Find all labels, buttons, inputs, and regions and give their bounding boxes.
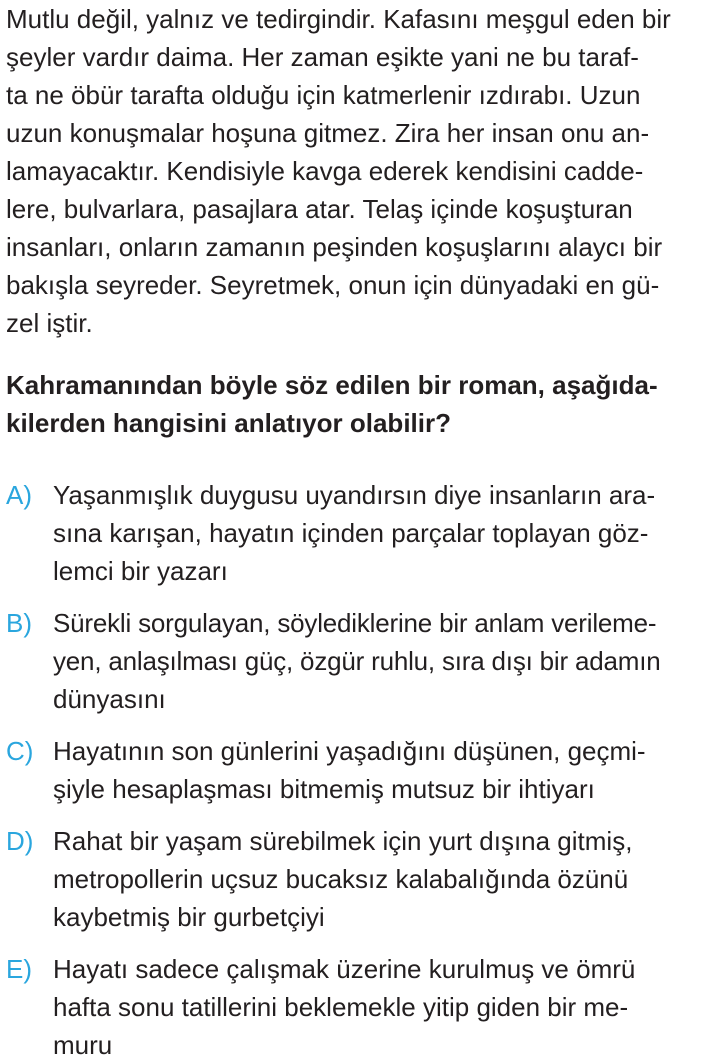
option-line: lemci bir yazarı [53,556,228,586]
question-stem [6,366,706,442]
option-letter: C) [6,736,34,766]
option-line: Hayatı sadece çalışmak üzerine kurulmuş ve ömrü [53,954,636,984]
option-letter: A) [6,480,32,510]
passage-line: şeyler vardır daima. Her zaman eşikte yani ne bu taraf- [6,42,639,72]
option-letter: B) [6,608,32,638]
passage-line: uzun konuşmalar hoşuna gitmez. Zira her insan onu an- [6,118,650,148]
option-line: Hayatının son günlerini yaşadığını düşünen, geçmi- [53,736,646,766]
passage-line: zel iştir. [6,308,93,338]
question-line: Kahramanından böyle söz edilen bir roman, aşağıda- [6,370,658,400]
option-line: Yaşanmışlık duygusu uyandırsın diye insanların ara- [53,480,656,510]
option-line: Sürekli sorgulayan, söylediklerine bir anlam verileme- [53,608,657,638]
option-text [53,732,705,808]
passage-line: bakışla seyreder. Seyretmek, onun için dünyadaki en gü- [6,270,660,300]
option-line: metropollerin uçsuz bucaksız kalabalığında özünü [53,864,629,894]
option-text [53,476,705,590]
option-text [53,950,705,1064]
passage-line: lamayacaktır. Kendisiyle kavga ederek kendisini cadde- [6,156,644,186]
option-line: kaybetmiş bir gurbetçiyi [53,902,325,932]
option-letter: E) [6,954,32,984]
passage-line: insanları, onların zamanın peşinden koşuşlarını alaycı bir [6,232,663,262]
option-line: şiyle hesaplaşması bitmemiş mutsuz bir ihtiyarı [53,774,595,804]
option-letter: D) [6,826,34,856]
option-text [53,604,705,718]
question-line: kilerden hangisini anlatıyor olabilir? [6,408,451,438]
option-line: dünyasını [53,684,166,714]
option-line: Rahat bir yaşam sürebilmek için yurt dışına gitmiş, [53,826,633,856]
passage-text [6,0,706,342]
option-line: sına karışan, hayatın içinden parçalar toplayan göz- [53,518,649,548]
option-line: hafta sonu tatillerini beklemekle yitip giden bir me- [53,992,629,1022]
passage-line: ta ne öbür tarafta olduğu için katmerlenir ızdırabı. Uzun [6,80,641,110]
option-line: yen, anlaşılması güç, özgür ruhlu, sıra dışı bir adamın [53,646,661,676]
option-line: muru [53,1030,113,1060]
passage-line: lere, bulvarlara, pasajlara atar. Telaş içinde koşuşturan [6,194,633,224]
passage-line: Mutlu değil, yalnız ve tedirgindir. Kafasını meşgul eden bir [6,4,671,34]
option-text [53,822,705,936]
